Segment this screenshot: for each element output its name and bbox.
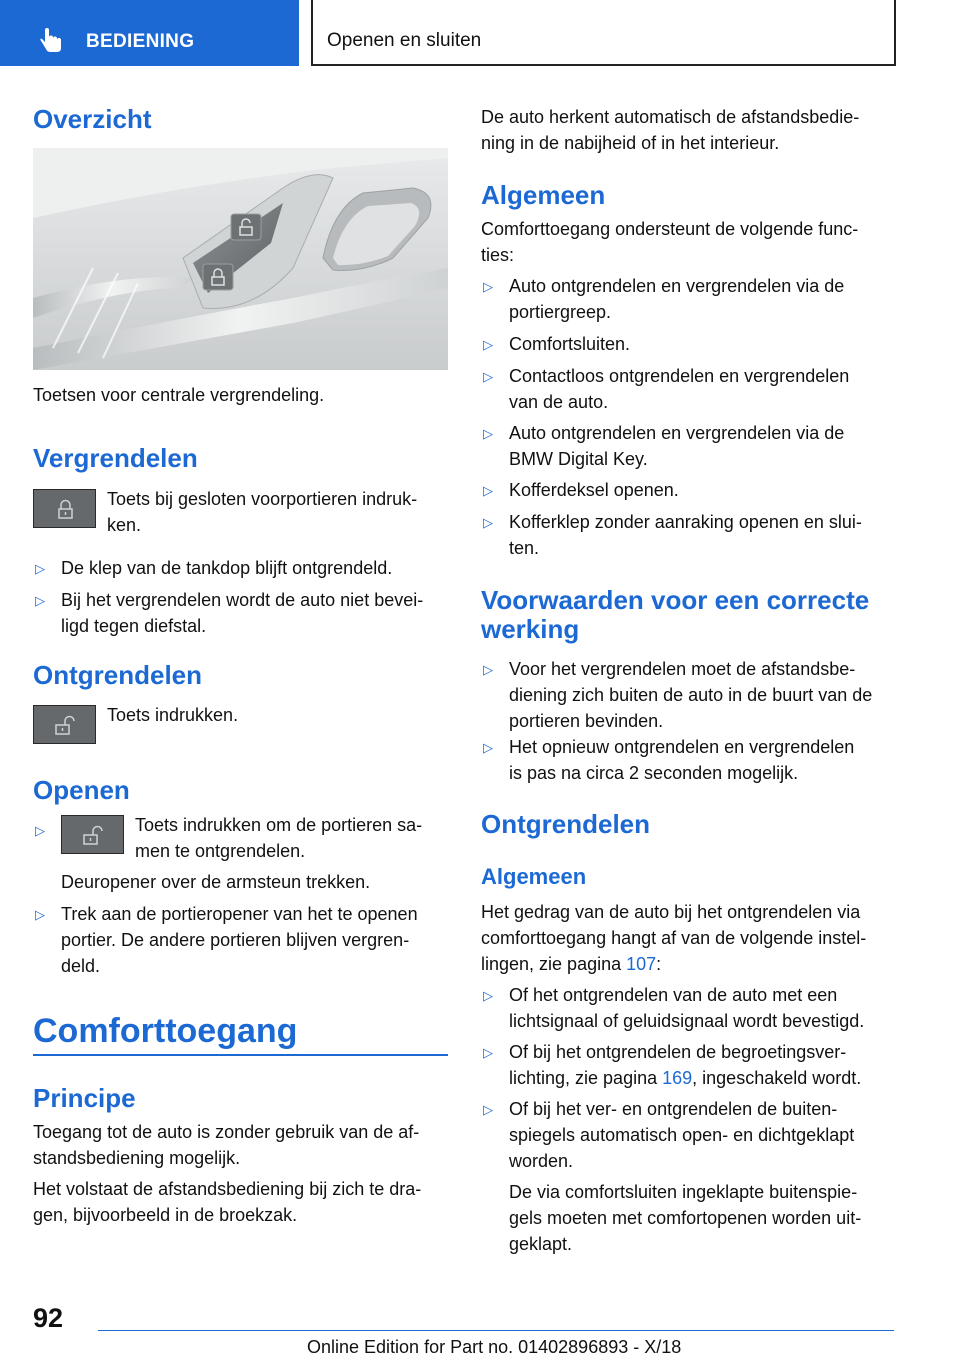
unlock-button-image [33, 705, 96, 744]
page-number: 92 [33, 1303, 64, 1333]
edition-note: Online Edition for Part no. 01402896893 - X/18 [307, 1337, 682, 1357]
algemeen-text-line1: Comforttoegang ondersteunt de volgende func- [481, 219, 859, 239]
note-line1: De via comfortsluiten ingeklapte buitenspie- [509, 1182, 858, 1202]
triangle-right-outline-icon: ▷ [483, 279, 493, 294]
intro-line2: ning in de nabijheid of in het interieur. [481, 133, 780, 153]
subheading-algemeen: Algemeen [481, 864, 587, 889]
chapter-header [311, 0, 896, 66]
list-item: Bij het vergrendelen wordt de auto niet bevei- [61, 590, 424, 610]
padlock-closed-icon [34, 490, 97, 529]
list-item-continued: ten. [509, 538, 540, 558]
heading-ontgrendelen-right: Ontgrendelen [481, 809, 651, 839]
triangle-right-outline-icon: ▷ [483, 1045, 493, 1060]
ontgrendelen-text-line3: lingen, zie pagina 107: [481, 954, 662, 974]
heading-voorwaarden-line1: Voorwaarden voor een correcte [481, 585, 870, 615]
algemeen-text-line2: ties: [481, 245, 515, 265]
heading-ontgrendelen: Ontgrendelen [33, 660, 203, 690]
openen-item1-line3: Deuropener over de armsteun trekken. [61, 872, 371, 892]
triangle-right-outline-icon: ▷ [35, 593, 45, 608]
list-item-continued: van de auto. [509, 392, 609, 412]
list-item-continued: BMW Digital Key. [509, 449, 648, 469]
page-link[interactable]: 169 [662, 1068, 693, 1088]
list-item: Kofferdeksel openen. [509, 480, 679, 500]
triangle-right-outline-icon: ▷ [483, 483, 493, 498]
heading-principe: Principe [33, 1083, 136, 1113]
section-tab [0, 0, 299, 66]
triangle-right-outline-icon: ▷ [483, 426, 493, 441]
list-item: Het opnieuw ontgrendelen en vergrendelen [509, 737, 855, 757]
triangle-right-outline-icon: ▷ [483, 740, 493, 755]
triangle-right-outline-icon: ▷ [35, 823, 45, 838]
list-item: Kofferklep zonder aanraking openen en slui- [509, 512, 862, 532]
vergrendelen-text-line1: Toets bij gesloten voorportieren indruk- [107, 489, 418, 509]
heading-vergrendelen: Vergrendelen [33, 443, 198, 473]
list-item: Voor het vergrendelen moet de afstandsbe- [509, 659, 856, 679]
openen-item1-line2: men te ontgrendelen. [135, 841, 306, 861]
principe-p1-line2: standsbediening mogelijk. [33, 1148, 241, 1168]
list-item: De klep van de tankdop blijft ontgrendeld. [61, 558, 393, 578]
note-line3: geklapt. [509, 1234, 573, 1254]
principe-p2-line2: gen, bijvoorbeeld in de broekzak. [33, 1205, 298, 1225]
list-item: Of bij het ver- en ontgrendelen de buiten- [509, 1099, 838, 1119]
list-item-continued: diening zich buiten de auto in de buurt van de [509, 685, 873, 705]
section-divider [33, 1054, 448, 1056]
list-item-continued: lichtsignaal of geluidsignaal wordt bevestigd. [509, 1011, 865, 1031]
list-item-continued: is pas na circa 2 seconden mogelijk. [509, 763, 799, 783]
heading-overzicht: Overzicht [33, 104, 152, 134]
list-item-continued: portiergreep. [509, 302, 612, 322]
list-item: Contactloos ontgrendelen en vergrendelen [509, 366, 850, 386]
triangle-right-outline-icon: ▷ [483, 662, 493, 677]
list-item: Comfortsluiten. [509, 334, 631, 354]
triangle-right-outline-icon: ▷ [483, 337, 493, 352]
heading-algemeen: Algemeen [481, 180, 606, 210]
list-item: Auto ontgrendelen en vergrendelen via de [509, 423, 845, 443]
triangle-right-outline-icon: ▷ [35, 907, 45, 922]
triangle-right-outline-icon: ▷ [483, 515, 493, 530]
principe-p2-line1: Het volstaat de afstandsbediening bij zich te dra- [33, 1179, 422, 1199]
intro-line1: De auto herkent automatisch de afstandsbedie- [481, 107, 860, 127]
openen-item2-line2: portier. De andere portieren blijven vergren- [61, 930, 410, 950]
principe-p1-line1: Toegang tot de auto is zonder gebruik van de af- [33, 1122, 420, 1142]
ontgrendelen-text-line2: comforttoegang hangt af van de volgende instel- [481, 928, 867, 948]
openen-item2-line3: deld. [61, 956, 101, 976]
padlock-open-icon [34, 706, 97, 745]
heading-voorwaarden-line2: werking [481, 614, 580, 644]
list-item: Of bij het ontgrendelen de begroetingsver- [509, 1042, 847, 1062]
page-link[interactable]: 107 [626, 954, 657, 974]
triangle-right-outline-icon: ▷ [483, 988, 493, 1003]
triangle-right-outline-icon: ▷ [483, 369, 493, 384]
lock-button-image [33, 489, 96, 528]
list-item: Auto ontgrendelen en vergrendelen via de [509, 276, 845, 296]
photo-caption: Toetsen voor centrale vergrendeling. [33, 385, 325, 405]
openen-item1-line1: Toets indrukken om de portieren sa- [135, 815, 423, 835]
section-label: BEDIENING [86, 31, 195, 52]
triangle-right-outline-icon: ▷ [483, 1102, 493, 1117]
heading-comforttoegang: Comforttoegang [33, 1012, 298, 1050]
vergrendelen-text-line2: ken. [107, 515, 142, 535]
list-item: Of het ontgrendelen van de auto met een [509, 985, 838, 1005]
door-panel-photo [33, 148, 448, 370]
heading-openen: Openen [33, 775, 130, 805]
padlock-open-icon [62, 816, 125, 855]
ontgrendelen-text: Toets indrukken. [107, 705, 239, 725]
footer-divider [98, 1330, 894, 1331]
list-item-continued: ligd tegen diefstal. [61, 616, 207, 636]
chapter-title: Openen en sluiten [327, 30, 482, 51]
unlock-button-image [61, 815, 124, 854]
triangle-right-outline-icon: ▷ [35, 561, 45, 576]
list-item-continued: lichting, zie pagina 169, ingeschakeld wordt. [509, 1068, 862, 1088]
openen-item2-line1: Trek aan de portieropener van het te openen [61, 904, 418, 924]
note-line2: gels moeten met comfortopenen worden uit- [509, 1208, 862, 1228]
hand-pointer-icon [38, 27, 66, 55]
list-item-continued: worden. [509, 1151, 574, 1171]
list-item-continued: portieren bevinden. [509, 711, 664, 731]
ontgrendelen-text-line1: Het gedrag van de auto bij het ontgrendelen via [481, 902, 861, 922]
list-item-continued: spiegels automatisch open- en dichtgeklapt [509, 1125, 855, 1145]
